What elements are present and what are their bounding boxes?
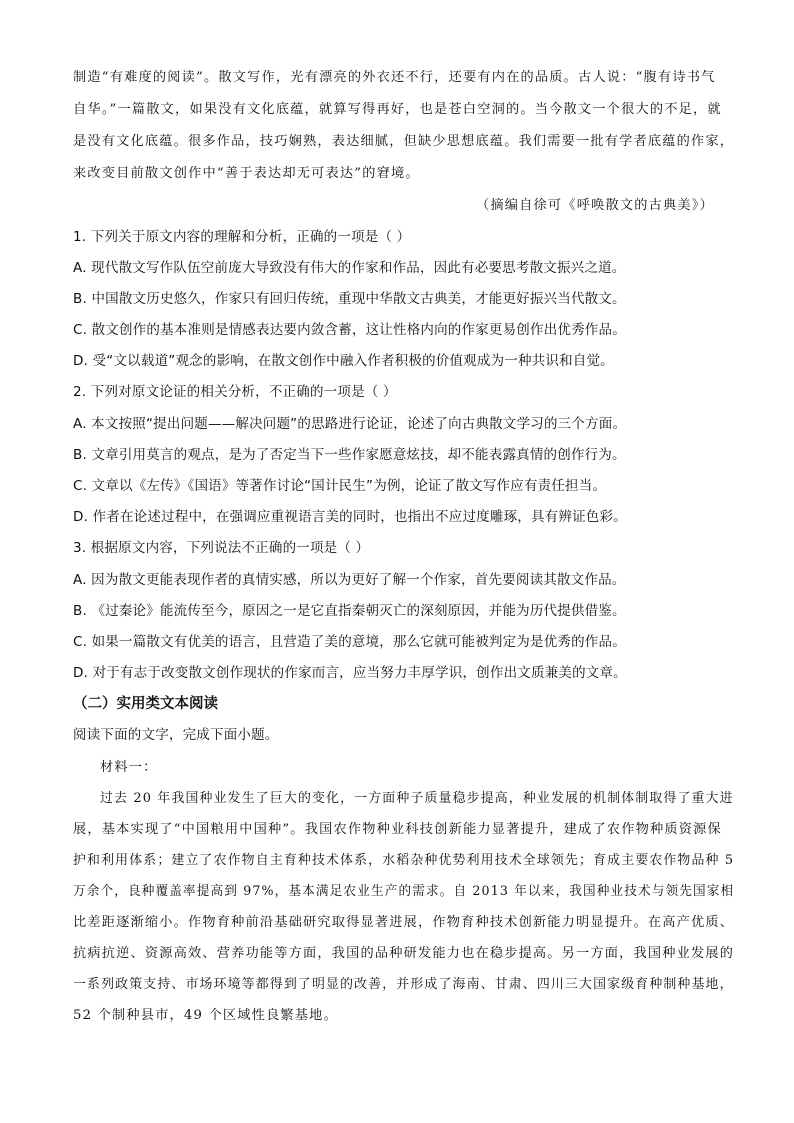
question-1-option-a: A. 现代散文写作队伍空前庞大导致没有伟大的作家和作品，因此有必要思考散文振兴之道。 bbox=[73, 260, 626, 276]
passage1-line-3: 是没有文化底蕴。很多作品，技巧娴熟，表达细腻，但缺少思想底蕴。我们需要一批有学者底蕴的作家， bbox=[73, 134, 735, 149]
question-2-option-c: C. 文章以《左传》《国语》等著作讨论“国计民生”为例，论证了散文写作应有责任担当。 bbox=[73, 478, 607, 494]
material-line-7: 一系列政策支持、市场环境等都得到了明显的改善，并形成了海南、甘肃、四川三大国家级育种制种基地， bbox=[73, 977, 734, 992]
section-heading: （二）实用类文本阅读 bbox=[73, 696, 218, 712]
material-line-8: 52 个制种县市，49 个区域性良繁基地。 bbox=[73, 1008, 338, 1023]
material-line-6: 抗病抗逆、资源高效、营养功能等方面，我国的品种研发能力也在稳步提高。另一方面，我国种业发展的 bbox=[73, 946, 735, 961]
question-3-option-a: A. 因为散文更能表现作者的真情实感，所以为更好了解一个作家，首先要阅读其散文作品。 bbox=[73, 572, 626, 588]
material-line-1: 过去 20 年我国种业发生了巨大的变化，一方面种子质量稳步提高，种业发展的机制体制取得了重大进 bbox=[100, 791, 734, 806]
passage1-line-2: 自华。”一篇散文，如果没有文化底蕴，就算写得再好，也是苍白空洞的。当今散文一个很大的不足，就 bbox=[73, 102, 722, 117]
material-line-3: 护和利用体系；建立了农作物自主育种技术体系，水稻杂种优势利用技术全球领先；育成主要农作物品种 5 bbox=[73, 853, 735, 868]
question-2-option-b: B. 文章引用莫言的观点，是为了否定当下一些作家愿意炫技，却不能表露真情的创作行为。 bbox=[73, 447, 626, 463]
material-line-2: 展，基本实现了“中国粮用中国种”。我国农作物种业科技创新能力显著提升，建成了农作物种质资源保 bbox=[73, 822, 722, 837]
passage1-line-1: 制造“有难度的阅读”。散文写作，光有漂亮的外衣还不行，还要有内在的品质。古人说：“腹有诗书气 bbox=[73, 70, 716, 85]
question-1-option-d: D. 受“文以载道”观念的影响，在散文创作中融入作者积极的价值观成为一种共识和自觉。 bbox=[73, 353, 614, 369]
question-1-stem: 1. 下列关于原文内容的理解和分析，正确的一项是（ ） bbox=[73, 229, 411, 245]
question-2-option-d: D. 作者在论述过程中，在强调应重视语言美的同时，也指出不应过度雕琢，具有辨证色彩。 bbox=[73, 509, 627, 525]
material-line-4: 万余个，良种覆盖率提高到 97%，基本满足农业生产的需求。自 2013 年以来，我国种业技术与领先国家相 bbox=[73, 884, 735, 899]
question-3-option-c: C. 如果一篇散文有优美的语言，且营造了美的意境，那么它就可能被判定为是优秀的作品。 bbox=[73, 634, 626, 650]
material-label: 材料一： bbox=[100, 760, 158, 775]
question-2-option-a: A. 本文按照“提出问题——解决问题”的思路进行论证，论述了向古典散文学习的三个方面。 bbox=[73, 416, 627, 432]
material-line-5: 比差距逐渐缩小。作物育种前沿基础研究取得显著进展，作物育种技术创新能力明显提升。在高产优质、 bbox=[73, 915, 735, 930]
passage1-line-4: 来改变目前散文创作中“善于表达却无可表达”的窘境。 bbox=[73, 166, 420, 181]
question-2-stem: 2. 下列对原文论证的相关分析，不正确的一项是（ ） bbox=[73, 384, 397, 400]
section-instruction: 阅读下面的文字，完成下面小题。 bbox=[73, 727, 279, 743]
question-3-stem: 3. 根据原文内容，下列说法不正确的一项是（ ） bbox=[73, 540, 370, 556]
question-1-option-c: C. 散文创作的基本准则是情感表达要内敛含蓄，这让性格内向的作家更易创作出优秀作品。 bbox=[73, 322, 626, 338]
passage1-source: （摘编自徐可《呼唤散文的古典美》） bbox=[476, 198, 714, 213]
question-1-option-b: B. 中国散文历史悠久，作家只有回归传统，重现中华散文古典美，才能更好振兴当代散文。 bbox=[73, 291, 626, 307]
question-3-option-d: D. 对于有志于改变散文创作现状的作家而言，应当努力丰厚学识，创作出文质兼美的文章。 bbox=[73, 665, 627, 681]
question-3-option-b: B. 《过秦论》能流传至今，原因之一是它直指秦朝灭亡的深刻原因，并能为历代提供借鉴。 bbox=[73, 603, 626, 619]
